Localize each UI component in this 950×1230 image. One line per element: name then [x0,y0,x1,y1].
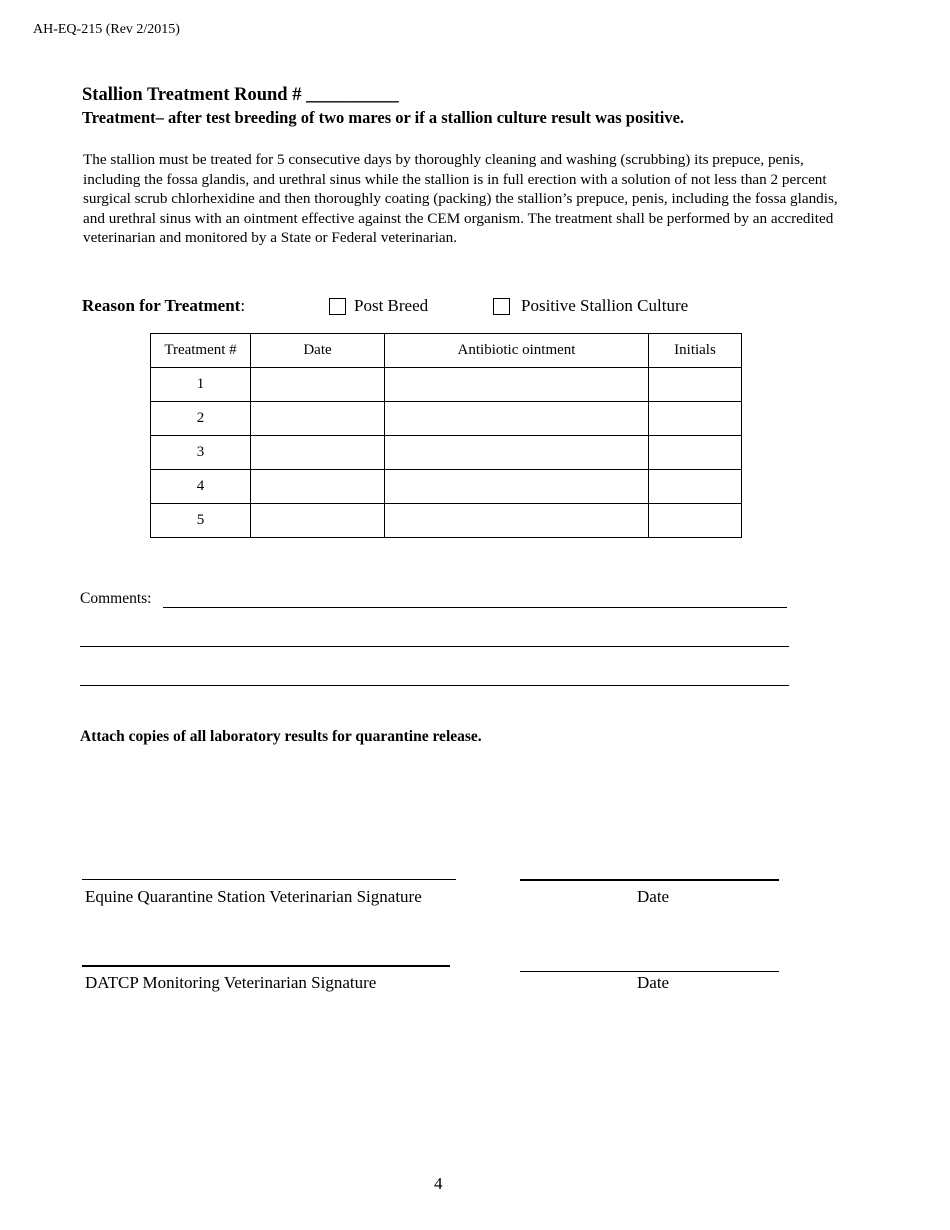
positive-culture-label: Positive Stallion Culture [521,296,689,315]
table-row [151,368,742,402]
date-cell[interactable] [251,436,385,470]
positive-culture-checkbox-option[interactable] [493,296,688,316]
comments-label: Comments: [80,590,152,607]
post-breed-checkbox-option[interactable] [329,296,428,316]
datcp-vet-signature-label: DATCP Monitoring Veterinarian Signature [85,973,377,992]
date-cell[interactable] [251,402,385,436]
date-cell[interactable] [251,504,385,538]
initials-cell[interactable] [649,402,742,436]
datcp-date-label: Date [637,973,670,992]
initials-cell[interactable] [649,368,742,402]
col-header-treatment: Treatment # [151,334,251,368]
attach-note: Attach copies of all laboratory results for quarantine release. [80,728,482,745]
reason-label-colon: : [240,296,246,315]
datcp-vet-signature-line[interactable] [82,965,450,967]
ointment-cell[interactable] [385,402,649,436]
page-subtitle: Treatment– after test breeding of two mares or if a stallion culture result was positive. [82,108,685,127]
station-date-line[interactable] [520,879,779,881]
treatment-number-cell: 2 [151,402,251,436]
post-breed-checkbox[interactable] [329,298,346,315]
reason-label-text: Reason for Treatment [82,296,241,315]
date-cell[interactable] [251,470,385,504]
initials-cell[interactable] [649,470,742,504]
treatment-number-cell: 1 [151,368,251,402]
table-row [151,436,742,470]
col-header-initials: Initials [649,334,742,368]
treatment-number-cell: 4 [151,470,251,504]
station-vet-signature-line[interactable] [82,879,456,880]
ointment-cell[interactable] [385,504,649,538]
table-row [151,402,742,436]
treatment-number-cell: 3 [151,436,251,470]
ointment-cell[interactable] [385,470,649,504]
table-row [151,504,742,538]
comments-line-3[interactable] [80,685,789,686]
col-header-ointment: Antibiotic ointment [385,334,649,368]
instructions-paragraph: The stallion must be treated for 5 consecutive days by thoroughly cleaning and washing (scrubbing) its prepuce, penis, including the fossa glandis, and urethral sinus while the stallion is in full erection with a solution of not less than 2 percent surgical scrub chlorhexidine and then thoroughly coating (packing) the stallion’s prepuce, penis, including the fossa glandis, and urethral sinus with an ointment effective against the CEM organism. The treatment shall be performed by an accredited veterinarian and monitored by a State or Federal veterinarian. [83,151,838,247]
col-header-date: Date [251,334,385,368]
treatment-number-cell: 5 [151,504,251,538]
post-breed-label: Post Breed [354,296,429,315]
comments-line-2[interactable] [80,646,789,647]
datcp-date-line[interactable] [520,971,779,972]
station-date-label: Date [637,887,670,906]
positive-culture-checkbox[interactable] [493,298,510,315]
table-row [151,470,742,504]
date-cell[interactable] [251,368,385,402]
station-vet-signature-label: Equine Quarantine Station Veterinarian Signature [85,887,422,906]
form-id: AH-EQ-215 (Rev 2/2015) [33,22,180,37]
reason-label [82,296,245,316]
treatment-table [150,333,742,538]
initials-cell[interactable] [649,436,742,470]
ointment-cell[interactable] [385,436,649,470]
ointment-cell[interactable] [385,368,649,402]
page-number: 4 [434,1174,443,1193]
initials-cell[interactable] [649,504,742,538]
comments-line-1[interactable] [163,607,787,608]
table-header-row [151,334,742,368]
page-title: Stallion Treatment Round # __________ [82,85,399,105]
